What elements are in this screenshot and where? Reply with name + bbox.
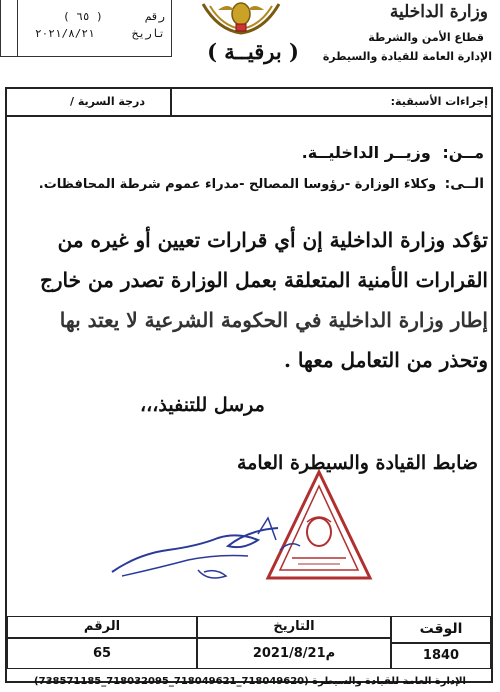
body-line-3: إطار وزارة الداخلية في الحكومة الشرعية لا يعتد بها [59, 308, 488, 332]
number-header: الرقم [7, 616, 197, 638]
sector-name: قطاع الأمن والشرطة [368, 31, 484, 44]
ministry-name: وزارة الداخلية [389, 2, 488, 22]
from-value: وزيــر الداخليــة. [301, 143, 431, 162]
reference-side-strip [1, 0, 18, 56]
time-value: 1840 [391, 643, 491, 669]
reference-box [0, 0, 172, 57]
handwritten-signature-icon [108, 510, 308, 590]
from-label: مــن: [442, 143, 484, 162]
footer-contacts: الإدارة العامة للقيادة والسيطرة (718049620_718049621_718032095_738571185) [34, 676, 466, 687]
send-note: مرسل للتنفيذ،،، [140, 394, 265, 416]
prior-procedures-label: إجراءات الأسبقية: [390, 95, 488, 108]
number-value: 65 [7, 638, 197, 669]
signatory-title: ضابط القيادة والسيطرة العامة [236, 452, 478, 474]
procedures-divider [170, 89, 172, 117]
republic-emblem-icon [198, 0, 284, 36]
to-label: الــى: [444, 176, 484, 192]
reference-number: ( ٦٥ ) [63, 10, 103, 23]
to-line [39, 176, 484, 192]
date-value: 2021/8/21م [197, 638, 391, 669]
to-value: وكلاء الوزارة -رؤوسا المصالح -مدراء عموم شرطة المحافظات. [38, 177, 437, 192]
dispatch-table [7, 616, 491, 669]
body-line-2: القرارات الأمنية المتعلقة بعمل الوزارة تصدر من خارج [39, 268, 488, 292]
reference-date-label: تاريخ [131, 27, 165, 40]
time-header: الوقت [391, 616, 491, 643]
reference-number-label: رقم [145, 10, 165, 23]
from-line [302, 143, 484, 162]
body-line-1: تؤكد وزارة الداخلية إن أي قرارات تعيين أو غيره من [57, 228, 488, 252]
secrecy-level-label: درجة السرية / [70, 95, 145, 108]
document-title: ( برقيــة ) [207, 39, 299, 64]
body-line-4: وتحذر من التعامل معها . [283, 348, 488, 372]
department-name: الإدارة العامة للقيادة والسيطرة [322, 50, 492, 63]
reference-date: ٢٠٢١/٨/٢١ [35, 27, 95, 40]
date-header: التاريخ [197, 616, 391, 638]
